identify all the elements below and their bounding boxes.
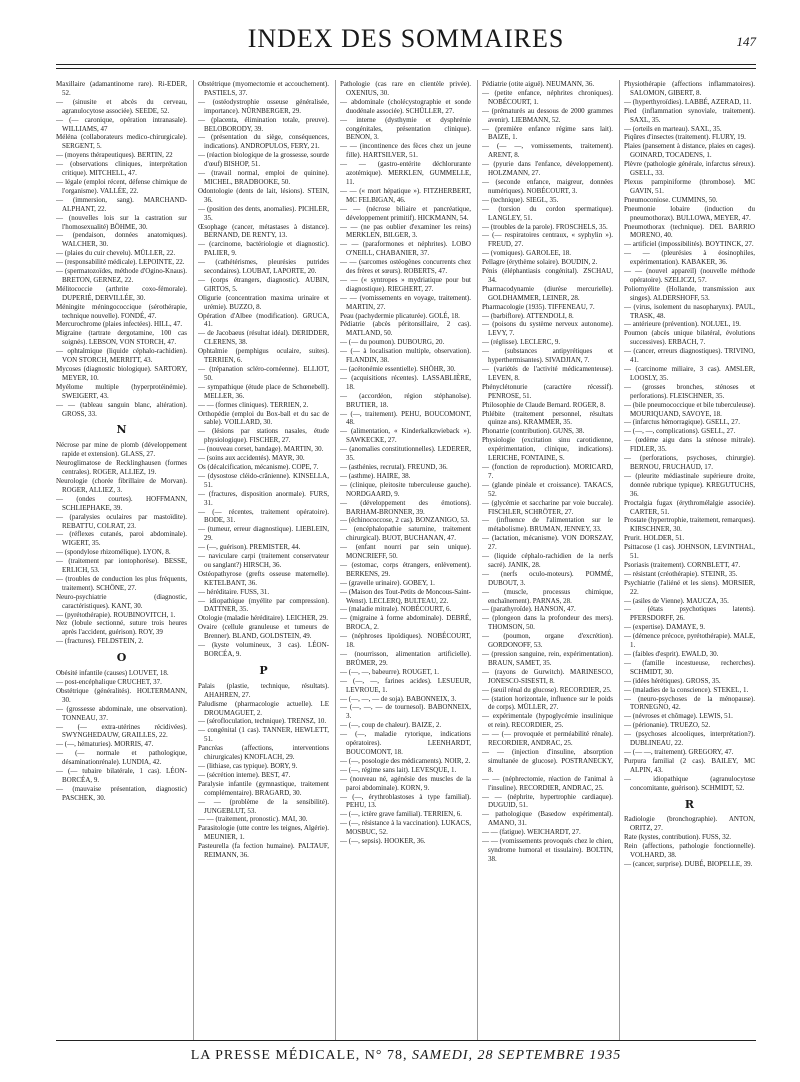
- index-entry: — (— respiratoires centraux, « syphylin »). FREUD, 27.: [482, 231, 613, 249]
- index-entry: Philosophie de Claude Bernard. ROGER, 8.: [482, 400, 606, 409]
- index-entry: — (néphroses lipoïdiques). NOBÉCOURT, 18.: [340, 632, 471, 650]
- index-entry: — (moyens thérapeutiques). BERTIN, 22: [56, 151, 173, 160]
- index-entry: — (carcinome, bactériologie et diagnostic). PALIER, 9.: [198, 240, 329, 258]
- index-entry: Mercurochrome (plaies infectées). HILL, 47.: [56, 320, 183, 329]
- index-entry: — (acquisitions récentes). LASSABLIÈRE, 18.: [340, 373, 471, 391]
- index-entry: Opération d'Albee (modification). GRUCA, 41.: [198, 311, 329, 329]
- index-entry: — (—, —, farines acides). LESUEUR, LEVROUE, 1.: [340, 676, 471, 694]
- index-entry: — (soins aux accidentés). MAYR, 30.: [198, 454, 305, 463]
- index-entry: Nécrose par mine de plomb (développement rapide et extension). GLASS, 27.: [56, 441, 187, 459]
- index-entry: — (virus, isolement du nasopharynx). PAUL, TRASK, 48.: [624, 302, 755, 320]
- index-entry: — (nouveau corset, bandage). MARTIN, 30.: [198, 445, 324, 454]
- index-entry: — (immersion, sang). MARCHAND-ALPHANT, 22.: [56, 195, 187, 213]
- index-entry: — (fractures, disposition anormale). FURS, 31.: [198, 489, 329, 507]
- index-entry: Neuro-psychiatrie (diagnostic, caractéristiques). KANT, 30.: [56, 592, 187, 610]
- index-entry: — (vomiques). GAROLEE, 18.: [482, 249, 572, 258]
- index-entry: — de Jacobaeus (résultat idéal). DERIDDER, CLERENS, 38.: [198, 329, 329, 347]
- index-entry: — abdominale (cholécystographie et sonde duodénale associée). SCHÜLLER, 27.: [340, 97, 471, 115]
- index-entry: — (cathétérismes, pleurésies putrides secondaires). LOUBAT, LAPORTE, 20.: [198, 258, 329, 276]
- index-entry: — (plaies du cuir chevelu). MÜLLER, 22.: [56, 249, 176, 258]
- index-entry: — (troubles de la parole). FROSCHELS, 35.: [482, 222, 608, 231]
- index-columns: [56, 80, 756, 1040]
- index-entry: Phlébite (traitement personnel, résultats quinze ans). KRAMMER, 35.: [482, 409, 613, 427]
- index-entry: — (sinusite et abcès du cerveau, agranulocytose associée). SEEDE, 52.: [56, 97, 187, 115]
- index-entry: Purpura familial (2 cas). BAILEY, MC ALPIN, 43.: [624, 756, 755, 774]
- index-entry: — (pyrétothérapie). ROUBINOVITCH, 1.: [56, 610, 176, 619]
- index-entry: — résistant (créothérapie). STEINR, 35.: [624, 569, 738, 578]
- index-entry: — (encéphalopathie saturnine, traitement chirurgical). BUOT, BUCHANAN, 47.: [340, 525, 471, 543]
- index-entry: — (glande pinéale et croissance). TAKACS, 52.: [482, 480, 613, 498]
- index-entry: — (grosses bronches, sténoses et perforations). FLEISCHNER, 35.: [624, 382, 755, 400]
- index-entry: Pédiatrie (otite aiguë). NEUMANN, 36.: [482, 80, 595, 88]
- index-entry: Piqûres d'insectes (traitement). FLURY, 19.: [624, 133, 746, 142]
- index-entry: Méléna (collaborateurs medico-chirurgicale). SERGENT, 5.: [56, 133, 187, 151]
- index-entry: Plèvre (pathologie générale, infarctus séreux). GSELL, 33.: [624, 160, 755, 178]
- page-footer: [56, 1048, 756, 1064]
- index-entry: — (faibles d'esprit). EWALD, 30.: [624, 650, 719, 658]
- index-entry: Pédiatrie (abcès péritonsillaire, 2 cas). MATLAND, 50.: [340, 320, 471, 338]
- index-entry: — (—, coup de chaleur). BAIZE, 2.: [340, 721, 442, 730]
- index-entry: — (maladies de la conscience). STEKEL, 1.: [624, 685, 749, 694]
- index-entry: — (pendaison, données anatomiques). WALCHER, 30.: [56, 231, 187, 249]
- index-entry: Nez (lobule sectionné, suture trois heures après l'accident, guérison). ROY, 39: [56, 619, 187, 637]
- index-entry: Odontologie (dents de lait, lésions). STEIN, 36.: [198, 186, 329, 204]
- header-rule-bottom: [56, 68, 756, 69]
- index-entry: — — (ne pas oublier d'examiner les reins) MERKLEN, BILGER, 3.: [340, 222, 471, 240]
- index-entry: — (mauvaise présentation, diagnostic) PASCHEK, 30.: [56, 784, 187, 802]
- index-entry: Prurit. HOLDER, 51.: [624, 534, 685, 543]
- index-entry: — — (vomissements en voyage, traitement). MARTIN, 27.: [340, 293, 471, 311]
- index-entry: Ostéopathyrose (grefts osseuse maternelle). KETELBANT, 36.: [198, 569, 329, 587]
- index-entry: — pathologique (Basedow expérimental). AMANO, 31.: [482, 810, 613, 828]
- index-entry: — (variétés de l'activité médicamenteuse). LEVEN, 8.: [482, 365, 613, 382]
- index-entry: — (lactation, mécanisme). VON DORSZAY, 27.: [482, 534, 613, 552]
- index-entry: — (seconde enfance, maigreur, données numériques). NOBÉCOURT, 3.: [482, 177, 613, 195]
- section-letter: P: [259, 663, 268, 677]
- index-entry: — (neuro-psychoses de la ménopause). TORNEGNO, 42.: [624, 694, 755, 712]
- footer-issue: N° 78,: [364, 1048, 408, 1063]
- section-letter: R: [684, 797, 695, 811]
- index-entry: — (seuil rénal du glucose). RECORDIER, 25.: [482, 685, 612, 694]
- index-entry: Ovaire (cellule granuleuse et tumeurs de Brenner). BLAND, GOLDSTEIN, 49.: [198, 623, 329, 641]
- index-entry: — — (nouvel appareil) (nouvelle méthode opératoire). SZELICZI, 57.: [624, 267, 755, 284]
- index-entry: — — (gastro-entérite déchlorurante azotémique). MERKLEN, GUMMELLE, 11.: [340, 160, 471, 186]
- index-entry: — (—, hématuries). MORRIS, 47.: [56, 740, 154, 749]
- index-entry: — (dysostose cléido-crânienne). KINSELLA, 51.: [198, 471, 329, 489]
- index-entry: — (—, ictère grave familial). TERRIEN, 6.: [340, 810, 462, 819]
- index-entry: — (hyperthyroïdies). LABBÉ, AZERAD, 11.: [624, 97, 752, 106]
- index-entry: — (estomac, corps étrangers, enlèvement). BERKENS, 29.: [340, 560, 471, 578]
- index-entry: — (réaction biologique de la grossesse, sourde d'œuf) BISHOP, 51.: [198, 151, 329, 169]
- index-entry: — (échinococcose, 2 cas). BONZANIGO, 53.: [340, 516, 470, 525]
- index-entry: — sympathique (étude place de Schœnebell). MELLER, 36.: [198, 382, 329, 400]
- index-entry: Radiologie (bronchographie). ANTON, ORITZ, 27.: [624, 815, 755, 833]
- page-number: 147: [736, 34, 756, 49]
- index-entry: — (corps étrangers, diagnostic). AUBIN, GIRTOS, 5.: [198, 275, 329, 293]
- index-entry: — (infarctus hémorragique). GSELL, 27.: [624, 418, 741, 427]
- index-entry: Physiologie (excitation sinu carotidienne, expérimentation, clinique, indications). LERICHE, FONTAINE, S.: [482, 436, 613, 463]
- index-entry: Os (décalcification, mécanisme). COPE, 7.: [198, 462, 319, 471]
- index-entry: Plaies (pansement à distance, plaies en cages). GOINARD, TOCADENS, 1.: [624, 142, 755, 160]
- index-entry: — (lithiase, cas typique). BORY, 9.: [198, 761, 298, 770]
- index-entry: — (kyste volumineux, 3 cas). LÉON-BORCÉA, 9.: [198, 641, 329, 658]
- index-entry: — — (vomissements provoqués chez le chien, syndrome humoral et tissulaire). BOLTIN, 38.: [482, 837, 613, 863]
- index-entry: Physiothérapie (affections inflammatoires). SALOMON, GIBERT, 8.: [624, 80, 755, 97]
- index-entry: — (trépanation scléro-cornéenne). ELLIOT, 50.: [198, 365, 329, 382]
- index-entry: — (pression sanguine, rein, expérimentation). BRAUN, SAMET, 35.: [482, 650, 613, 667]
- index-entry: — (asiles de Vienne). MAUCZA, 35.: [624, 596, 729, 605]
- column-divider: [335, 80, 336, 1040]
- index-entry: — (—, —, — de tournesol). BABONNEIX, 3.: [340, 703, 471, 721]
- index-entry: Mélitococcie (arthrite coxo-fémorale). DUPERIÉ, DERVILLÉE, 30.: [56, 284, 187, 302]
- index-entry: — (présentation du siège, conséquences, indications). ANDROPULOS, FERY, 21.: [198, 133, 329, 151]
- index-entry: — (asthénies, recrutal). FREUND, 36.: [340, 462, 448, 471]
- index-entry: — (famille incestueuse, recherches). SCHMIDT, 30.: [624, 658, 755, 676]
- index-entry: Méningite méningococcique (sérothérapie, technique nouvelle). FONDÉ, 47.: [56, 302, 187, 320]
- index-entry: — légale (emploi récent, défense chimique de l'organisme). VALLÉE, 22.: [56, 177, 187, 195]
- index-entry: — (prématurés au dessous de 2000 grammes avenir). LIEBMANN, 52.: [482, 106, 613, 124]
- index-entry: — (migraine à forme abdominale). DEBRÉ, BROCA, 2.: [340, 614, 471, 632]
- section-letter: O: [116, 651, 127, 665]
- index-entry: — — (pleurésies à éosinophiles, expérimentation). KABAKER, 36.: [624, 249, 755, 267]
- index-entry: Pancréas (affections, interventions chirurgicales) KNOFLACH, 29.: [198, 744, 329, 762]
- index-entry: — (expertise). DAMAYE, 9.: [624, 623, 706, 632]
- index-entry: Pneumonie lobaire (induction du pneumothorax). BULLOWA, MEYER, 47.: [624, 204, 755, 222]
- index-entry: — (liquide céphalo-rachidien de la nerfs sacré). JANIK, 28.: [482, 552, 613, 569]
- index-entry: Pellagre (érythème solaire). BOUDIN, 2.: [482, 258, 598, 267]
- index-entry: — (traitement par iontophorèse). BESSE, ERLICH, 53.: [56, 557, 187, 575]
- index-entry: — — (paraformones et néphrites). LOBO O'NEILL, CHABANIER, 37.: [340, 240, 471, 258]
- index-entry: — — (incontinence des fèces chez un jeune fille). HARTSILVER, 51.: [340, 142, 471, 160]
- index-entry: — (accordéon, région stéphanoïse). BRUTIER, 18.: [340, 391, 471, 409]
- index-entry: — (parathyroïde). HANSON, 47.: [482, 605, 576, 614]
- index-entry: Pasteurella (fa fection humaine). PALTAUF, REIMANN, 36.: [198, 842, 329, 860]
- index-entry: — (réflexes cutanés, paroi abdominale). WIGERT, 35.: [56, 530, 187, 548]
- index-entry: Rein (affections, pathologie fonctionnelle). VOLHARD, 38.: [624, 842, 755, 860]
- index-entry: — expérimentale (hypoglycémie insulinique et rein). RECORDIER, 25.: [482, 712, 613, 730]
- index-entry: — (fonction de reproduction). MORICARD, 7.: [482, 462, 613, 480]
- index-entry: — (clinique, pleitosite tuberculeuse gauche). NORDGAARD, 9.: [340, 480, 471, 498]
- index-entry: — (— du poumon). DUBOURG, 20.: [340, 338, 445, 347]
- index-entry: — (poisons du système nerveux autonome). LEVY, 7.: [482, 320, 613, 338]
- index-entry: — héréditaire. FUSS, 31.: [198, 587, 270, 596]
- index-entry: — (cancer, surprise). DUBÉ, BIOPELLE, 39.: [624, 859, 753, 868]
- index-entry: Pneumoconiose. CUMMINS, 50.: [624, 195, 718, 204]
- index-entry: — (maladie mitrale). NOBÉCOURT, 6.: [340, 605, 452, 614]
- index-entry: Psittacose (1 cas). JOHNSON, LEVINTHAL, 51.: [624, 543, 755, 561]
- index-column-2: [198, 80, 329, 1040]
- index-entry: — — (fatigue). WEICHARDT, 27.: [482, 828, 581, 837]
- index-entry: Poumon (abcès unique bilatéral, évolutions successives). ERBACH, 7.: [624, 329, 755, 347]
- index-entry: — (— —, vomissements, traitement). ARENT, 8.: [482, 142, 613, 160]
- index-entry: Poliomyélite (Hollande, transmission aux singes). ALDERSHOFF, 53.: [624, 284, 755, 302]
- index-entry: Oligurie (concentration maxima urinaire et urémie). BUZZO, 8.: [198, 293, 329, 311]
- column-divider: [477, 80, 478, 1040]
- index-entry: — (—, traitement). PEHU, BOUCOMONT, 48.: [340, 409, 471, 427]
- index-entry: Maxillaire (adamantinome rare). Ri-EDER, 52.: [56, 80, 187, 97]
- index-entry: — (— caronique, opération intranasale). WILLIAMS, 47: [56, 115, 187, 133]
- index-entry: Migraine (tartrate dergotamine, 100 cas soignés). LEBSON, VON STORCH, 47.: [56, 329, 187, 347]
- index-entry: — (—, résistance à la vaccination). LUKACS, MOSBUC, 52.: [340, 819, 471, 837]
- index-entry: — idiopathique (agranulocytose concomitante, guérison). SCHMIDT, 52.: [624, 774, 755, 792]
- index-entry: — (grossesse abdominale, une observation). TONNEAU, 37.: [56, 704, 187, 722]
- index-entry: Prostate (hypertrophie, traitement, remarques). KIRSCHNER, 30.: [624, 516, 755, 534]
- index-entry: Ophtalmie (pemphigus oculaire, suites). TERRIEN, 6.: [198, 347, 329, 365]
- index-entry: — — (sarcomes ostéogènes concurrents chez des frères et sœurs). ROBERTS, 47.: [340, 258, 471, 276]
- index-entry: — (ondes courtes). HOFFMANN, SCHLIEPHAKE, 39.: [56, 494, 187, 512]
- index-entry: Psoriasis (traitement). CORNBLETT, 47.: [624, 560, 741, 569]
- page-title: INDEX DES SOMMAIRES: [247, 24, 565, 53]
- index-entry: Paludisme (pharmacologie actuelle). LE DROUMAGUET, 2.: [198, 699, 329, 717]
- index-entry: — (pleurite médiastinale supérieure droite, donnée rubrique typique). KREGUTUCHS, 36.: [624, 471, 755, 498]
- index-entry: — (muscle, processus chimique, enchaînement). PARNAS, 28.: [482, 587, 613, 605]
- index-entry: — — (néphrectomie, réaction de l'animal à l'insuline). RECORDIER, ANDRAC, 25.: [482, 774, 613, 792]
- index-entry: — (troubles de conduction les plus fréquents, traitement). SCHÖNE, 27.: [56, 574, 187, 592]
- index-entry: — (— normale et pathologique, désaminationrénale). LUNDIA, 42.: [56, 749, 187, 767]
- index-entry: Mycoses (diagnostic biologique). SARTORY, MEYER, 10.: [56, 365, 187, 382]
- index-entry: — (substances antipyrétiques et hyperthermisantes). SIVADJIAN, 7.: [482, 347, 613, 365]
- index-entry: — (névroses et chômage). LEWIS, 51.: [624, 712, 733, 721]
- index-entry: Myélome multiple (hyperprotéinémie). SWEIGERT, 43.: [56, 382, 187, 400]
- index-entry: — (barbiflore). ATTENDOLI, 8.: [482, 311, 574, 320]
- index-entry: Pied (inflammation synoviale, traitement). SAXL, 35.: [624, 106, 755, 124]
- index-entry: — (—, —, — de soja). BABONNEIX, 3.: [340, 694, 457, 703]
- index-column-1: [56, 80, 187, 1040]
- index-entry: — (enfant nourri par sein unique). MONCRIEFF, 50.: [340, 543, 471, 561]
- index-column-5: [624, 80, 755, 1040]
- index-entry: Parasitologie (utte contre les teignes, Algérie). MEUNIER, 1.: [198, 824, 329, 842]
- header-rule-top: [56, 64, 756, 65]
- index-entry: — (spermatozoïdes, méthode d'Ogino-Knaus). BRETON, GERNEZ, 22.: [56, 267, 187, 284]
- index-entry: — interne (dysthymie et dysphrénie congénitales, présentation clinique). BENON, 3.: [340, 115, 471, 142]
- index-entry: — (perforations, psychoses, chirurgie). BERNOU, FRUCHAUD, 17.: [624, 454, 755, 471]
- index-entry: — — (traitement, pronostic). MAI, 30.: [198, 815, 308, 824]
- index-entry: — (idées hérétiques). GROSS, 35.: [624, 676, 721, 685]
- index-entry: Neurologie (chorée fibrillaire de Morvan). ROGER, ALLIEZ, 3.: [56, 476, 187, 494]
- index-entry: Pharmacologie (1935). TIFFENEAU, 7.: [482, 302, 595, 311]
- index-column-3: [340, 80, 471, 1040]
- index-entry: — (—, guérison). PREMISTER, 44.: [198, 543, 301, 552]
- index-entry: — (périonanie). TRUEZO, 52.: [624, 721, 711, 730]
- index-entry: — (acétonémie essentielle). SHÖHR, 30.: [340, 365, 456, 373]
- index-entry: — (petite enfance, néphrites chroniques). NOBÉCOURT, 1.: [482, 88, 613, 106]
- index-entry: — — (néphrite, hypertrophie cardiaque). DUGUID, 51.: [482, 792, 613, 810]
- index-entry: — (sérofloculation, technique). TRENSZ, 10.: [198, 717, 327, 726]
- index-entry: — (démence précoce, pyrétothérapie). MALE, 1.: [624, 632, 755, 650]
- index-entry: — (gravelle urinaire). GOBEY, 1.: [340, 578, 435, 587]
- index-entry: — (développement des émotions). BARHAM-BRONNER, 39.: [340, 498, 471, 516]
- index-entry: Neuroglimatose de Recklinghausen (formes centrales). ROGER, ALLIEZ, 19.: [56, 459, 187, 477]
- footer-rule: [56, 1040, 756, 1041]
- index-entry: — — (nécrose biliaire et pancréatique, développement primitif). HICKMANN, 54.: [340, 204, 471, 222]
- index-entry: — (orteils en marteau). SAXL, 35.: [624, 124, 722, 133]
- index-entry: — (station horizontale, influence sur le poids de corps). MÜLLER, 27.: [482, 694, 613, 712]
- index-entry: — (torsion du cordon spermatique). LANGLEY, 51.: [482, 204, 613, 222]
- index-entry: — (spondylose rhizomélique). LYON, 8.: [56, 548, 171, 557]
- index-entry: — (—, posologie des médicaments). NOIR, 2.: [340, 756, 471, 765]
- index-entry: — (ostéodystrophie osseuse généralisée, importance). NÜRNBERGER, 29.: [198, 97, 329, 115]
- index-entry: — (états psychotiques latents). PFERSDORFF, 26.: [624, 605, 755, 623]
- index-entry: — (bile pneumococcique et bile tuberculeuse). MOURIQUAND, SAVOYE, 18.: [624, 400, 755, 418]
- index-entry: — ophtalmique (liquide céphalo-rachidien). VON STORCH, MERRITT, 43.: [56, 347, 187, 365]
- index-entry: — (— à localisation multiple, observation). FLANDIN, 38.: [340, 347, 471, 365]
- index-entry: — — (problème de la sensibilité). JUNGEBLUT, 53.: [198, 797, 329, 815]
- index-entry: — (—, érythroblastoses à type familial). PEHU, 13.: [340, 792, 471, 810]
- index-entry: — — (« syntropes » mydriatique pour but diagnostique). RIEGHERT, 27.: [340, 275, 471, 293]
- index-entry: — (alimentation, « Kinderkalkzwieback »). SAWKECKE, 27.: [340, 427, 471, 445]
- index-entry: — (cancer, erreurs diagnostiques). TRIVINO, 41.: [624, 347, 755, 365]
- index-entry: — (—, —, complications). GSELL, 27.: [624, 427, 736, 436]
- index-entry: — (glycémie et saccharine par voie buccale). FISCHLER, SCHRÖTER, 27.: [482, 498, 613, 516]
- index-entry: — (anomalies constitutionnelles). LEDERER, 35.: [340, 445, 471, 463]
- index-entry: Otologie (maladie héréditaire). LEICHER, 29.: [198, 614, 329, 623]
- index-entry: Paralysie infantile (gymnastique, traitement complémentaire). BRAGARD, 30.: [198, 779, 329, 797]
- index-entry: — (placenta, élimination totale, preuve). BELOBORODY, 39.: [198, 115, 329, 133]
- index-entry: — (— extra-utérines récidivées). SWYNGHEDAUW, GRAILLES, 22.: [56, 722, 187, 740]
- index-entry: Plexus pampiniforme (thrombose). MC GAVIN, 51.: [624, 177, 755, 195]
- index-column-4: [482, 80, 613, 1040]
- index-entry: — post-encéphalique CRUCHET, 37.: [56, 678, 162, 686]
- index-entry: Proctalgia fugax (érythromélalgie associée). CARTER, 51.: [624, 498, 755, 516]
- index-entry: — — (formes cliniques). TERRIEN, 2.: [198, 400, 309, 409]
- index-entry: Obésité infantile (causes) LOUVET, 18.: [56, 669, 169, 678]
- index-entry: — (lésions par stations nasales, étude physiologique). FISCHER, 27.: [198, 427, 329, 445]
- index-entry: — (responsabilité médicale). LEPOINTE, 22.: [56, 258, 185, 267]
- index-entry: Obstétrique (généralités). HOLTERMANN, 30.: [56, 686, 187, 704]
- index-entry: Obstétrique (myomectomie et accouchement). PASTIELS, 37.: [198, 80, 329, 97]
- index-entry: — congénital (1 cas). TANNER, HEWLETT, 51.: [198, 726, 329, 744]
- index-entry: — — (injection d'insuline, absorption simultanée de glucose). POSTRANECKY, 8.: [482, 747, 613, 774]
- index-entry: — (— tubaire bilatérale, 1 cas). LÉON-BORCÉA, 9.: [56, 767, 187, 784]
- index-entry: — (— récentes, traitement opératoire). BODE, 31.: [198, 507, 329, 525]
- footer-date: SAMEDI, 28 SEPTEMBRE 1935: [411, 1048, 622, 1063]
- index-entry: — — (tableau sanguin blanc, altération). GROSS, 33.: [56, 400, 187, 418]
- index-entry: — (carcinome miliaire, 3 cas). AMSLER, LOOSLY, 35.: [624, 365, 755, 382]
- index-entry: Œsophage (cancer, métastases à distance). BERNAND, DE RENTY, 13.: [198, 222, 329, 240]
- index-entry: Pathologie (cas rare en clientèle privée). OXENIUS, 30.: [340, 80, 471, 97]
- index-entry: Pénis (éléphantiasis congénital). ZSCHAU, 34.: [482, 267, 613, 284]
- index-entry: — (— —, traitement). GREGORY, 47.: [624, 747, 734, 756]
- index-entry: — (réglisse). LECLERC, 9.: [482, 338, 561, 347]
- index-entry: — (rayons de Gurwitch). MARINESCO, JONESCO-SISESTI, 8.: [482, 667, 613, 685]
- index-entry: — (position des dents, anomalies). PICHLER, 35.: [198, 204, 329, 222]
- index-entry: — (psychoses alcooliques, interprétation?). DUBLINEAU, 22.: [624, 730, 755, 748]
- index-entry: Palais (plastie, technique, résultats). AHAHREN, 27.: [198, 681, 329, 699]
- index-entry: — (tumeur, erreur diagnostique). LIEBLEIN, 29.: [198, 525, 329, 543]
- index-entry: — (pyurie dans l'enfance, développement). HOLZMANN, 27.: [482, 160, 613, 178]
- index-entry: — (paralysies oculaires par mastoïdite). REBATTU, COLRAT, 23.: [56, 512, 187, 530]
- page-header: [56, 20, 756, 60]
- index-entry: — (influence de l'alimentation sur le métabolisme). BRUMAN, JENNEY, 33.: [482, 516, 613, 534]
- index-entry: — (nouvelles lois sur la castration sur l'homosexualité) BÖHME, 30.: [56, 213, 187, 231]
- section-letter: N: [116, 423, 127, 437]
- index-entry: — (première enfance régime sans lait). BAIZE, 1.: [482, 124, 613, 142]
- index-entry: Pneumothorax (technique). DEL BARRIO MORENO, 40.: [624, 222, 755, 240]
- index-entry: — (observations cliniques, interprétation critique). MITCHELL, 47.: [56, 160, 187, 178]
- index-entry: — naviculare carpi (traitement conservateur ou sanglant?) HIRSCH, 36.: [198, 552, 329, 569]
- column-divider: [619, 80, 620, 1040]
- index-entry: — antérieure (prévention). NOLUEL, 19.: [624, 320, 741, 329]
- footer-journal: LA PRESSE MÉDICALE,: [190, 1048, 361, 1063]
- index-entry: Pharmacodynamie (diurèse mercurielle). GOLDHAMMER, LEINER, 28.: [482, 284, 613, 302]
- index-entry: — — (— provoquée et perméabilité rénale). RECORDIER, ANDRAC, 25.: [482, 730, 613, 748]
- index-entry: — (fractures). FELDSTEIN, 2.: [56, 637, 144, 646]
- column-divider: [193, 80, 194, 1040]
- index-entry: — (nourrisson, alimentation artificielle). BRÜMER, 29.: [340, 650, 471, 667]
- index-entry: — (poumon, organe d'excrétion). GORDONOFF, 53.: [482, 632, 613, 650]
- index-entry: — artificiel (impossibilités). BOYTINCK, 27.: [624, 240, 754, 249]
- index-entry: — (—, sepsis). HOOKER, 36.: [340, 837, 426, 846]
- index-entry: — idiopathique (myélite par compression). DATTNER, 35.: [198, 596, 329, 614]
- index-entry: — (nouveau né, agénésie des muscles de la paroi abdominale). KORN, 9.: [340, 774, 471, 792]
- index-entry: Orthopédie (emploi du Box-ball et du sac de sable). VOILLARD, 30.: [198, 409, 329, 427]
- index-entry: — (travail normal, emploi de quinine). MICHEL, BRADBOOKE, 50.: [198, 169, 329, 186]
- index-entry: — (œdème aigu dans la sténose mitrale). FIDLER, 35.: [624, 436, 755, 454]
- index-entry: — (—, —, babeurre). ROUGET, 1.: [340, 667, 440, 676]
- index-entry: Peau (pachydermie plicaturée). GOLÉ, 18.: [340, 311, 460, 320]
- index-entry: — — (« mort hépatique »). FITZHERBERT, MC FELBIGAN, 46.: [340, 186, 471, 204]
- index-entry: — (technique). SIEGL, 35.: [482, 195, 559, 204]
- index-entry: — (—, maladie rytorique, indications opératoires). LEENHARDT, BOUCOMONT, 18.: [340, 730, 471, 756]
- index-entry: — (asthme). HAIRE, 38.: [340, 471, 411, 480]
- index-entry: Phonatrie (contribution). GUNS, 38.: [482, 427, 585, 436]
- index-entry: — (Maison des Tout-Petits de Moncous-Saint-Wenst). LECLERQ, BULTEAU, 22.: [340, 587, 471, 605]
- index-entry: — (sécrétion interne). BEST, 47.: [198, 770, 291, 779]
- index-entry: Psychiatrie (l'aliéné et les siens). MORSIER, 22.: [624, 578, 755, 596]
- index-entry: Rate (kystes, contribution). FUSS, 32.: [624, 833, 731, 842]
- index-entry: — (—, régime sans lait). LEVESQUE, 1.: [340, 765, 457, 774]
- index-entry: — (plongeon dans la profondeur des mers). THOMSON, 50.: [482, 614, 613, 632]
- index-entry: Phényclétonurie (caractère récessif). PENROSE, 51.: [482, 382, 613, 400]
- index-entry: — (nerfs oculo-moteurs). POMMÉ, DUBOUT, 3.: [482, 569, 613, 587]
